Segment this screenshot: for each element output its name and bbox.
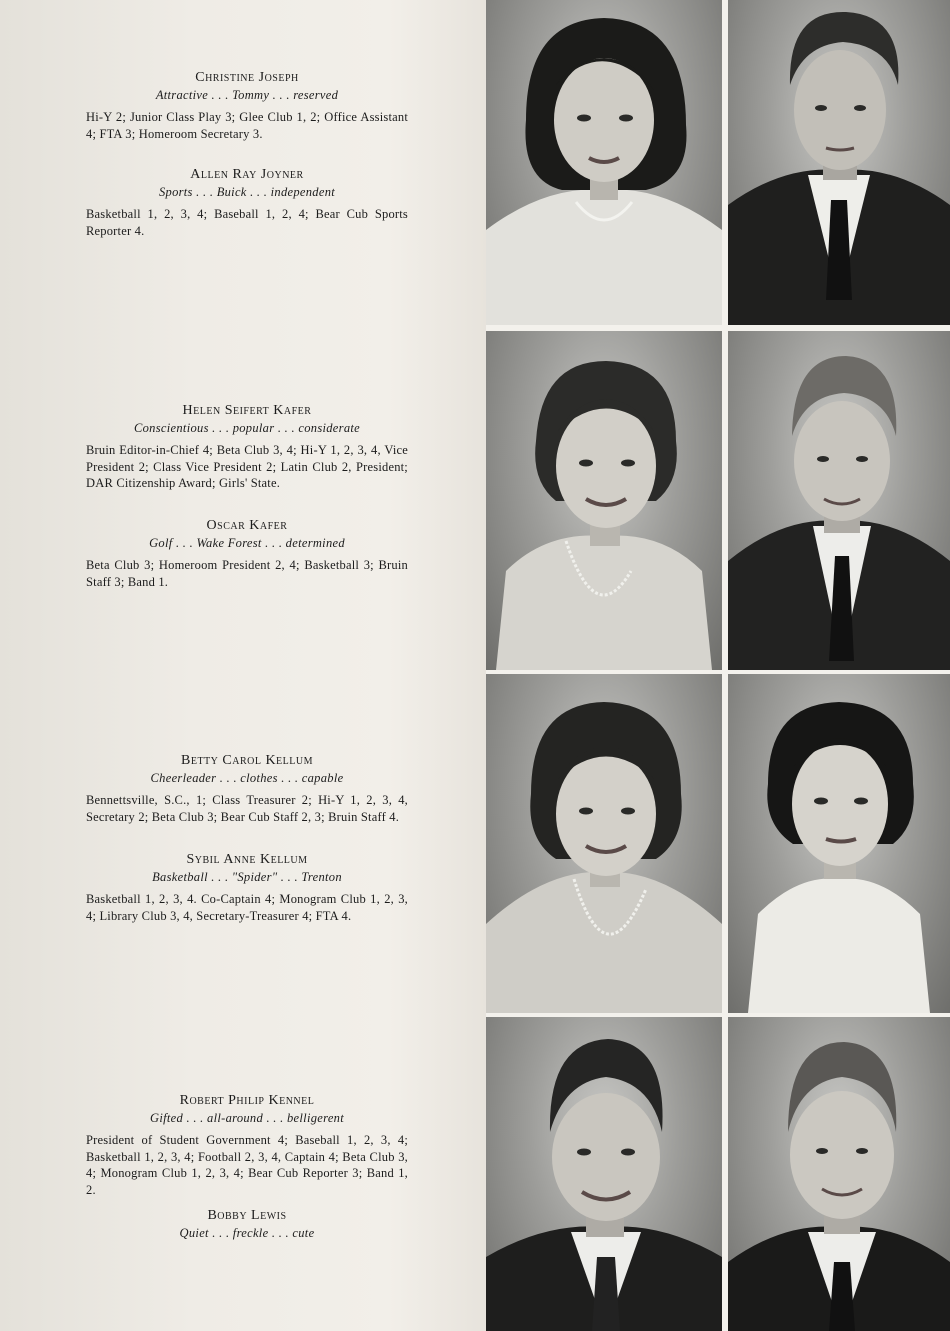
entry-betty-carol-kellum	[86, 753, 408, 825]
student-activities: Hi-Y 2; Junior Class Play 3; Glee Club 1, 2; Office Assistant 4; FTA 3; Homeroom Secretary 3.	[86, 110, 408, 141]
boy-portrait-icon	[486, 1017, 722, 1331]
entry-christine-joseph	[86, 70, 408, 142]
student-name: Allen Ray Joyner	[190, 167, 304, 182]
photo-christine-joseph	[486, 0, 722, 325]
student-motto: Conscientious . . . popular . . . considerate	[134, 421, 360, 435]
student-name: Robert Philip Kennel	[179, 1093, 315, 1108]
student-motto: Quiet . . . freckle . . . cute	[179, 1226, 315, 1240]
entry-robert-philip-kennel	[86, 1093, 408, 1198]
photo-bobby-lewis	[728, 1017, 950, 1331]
photo-sybil-anne-kellum	[728, 674, 950, 1013]
student-motto: Basketball . . . "Spider" . . . Trenton	[152, 870, 342, 884]
entry-bobby-lewis	[86, 1208, 408, 1247]
girl-portrait-icon	[486, 674, 722, 1013]
student-name: Bobby Lewis	[207, 1208, 287, 1223]
girl-portrait-icon	[486, 0, 722, 325]
photo-oscar-kafer	[728, 331, 950, 670]
photo-robert-philip-kennel	[486, 1017, 722, 1331]
boy-portrait-icon	[728, 1017, 950, 1331]
photo-helen-seifert-kafer	[486, 331, 722, 670]
student-activities: President of Student Government 4; Baseball 1, 2, 3, 4; Basketball 1, 2, 3, 4; Football 2, 3, 4, Captain 4; Beta Club 3, 4; Monogram Club 1, 2, 3, 4; Bear Cub Reporter 3; Band 1, 2.	[86, 1133, 408, 1197]
entry-oscar-kafer	[86, 518, 408, 590]
student-activities: Bruin Editor-in-Chief 4; Beta Club 3, 4; Hi-Y 1, 2, 3, 4, Vice President 2; Class Vice President 2; Latin Club 2, President; DAR Citizenship Award; Girls' State.	[86, 443, 408, 490]
student-motto: Golf . . . Wake Forest . . . determined	[149, 536, 345, 550]
student-motto: Attractive . . . Tommy . . . reserved	[155, 88, 339, 102]
entry-allen-ray-joyner	[86, 167, 408, 239]
student-activities: Bennettsville, S.C., 1; Class Treasurer 2; Hi-Y 1, 2, 3, 4, Secretary 2; Beta Club 3; Bear Cub Staff 2, 3; Bruin Staff 4.	[86, 793, 408, 824]
boy-portrait-icon	[728, 0, 950, 325]
student-name: Helen Seifert Kafer	[182, 403, 312, 418]
student-motto: Gifted . . . all-around . . . belligerent	[150, 1111, 344, 1125]
boy-portrait-icon	[728, 331, 950, 670]
student-name: Sybil Anne Kellum	[186, 852, 308, 867]
student-activities: Beta Club 3; Homeroom President 2, 4; Basketball 3; Bruin Staff 3; Band 1.	[86, 558, 408, 589]
girl-portrait-icon	[728, 674, 950, 1013]
entry-helen-seifert-kafer	[86, 403, 408, 492]
student-name: Oscar Kafer	[206, 518, 288, 533]
student-name: Christine Joseph	[195, 70, 299, 85]
girl-portrait-icon	[486, 331, 722, 670]
student-motto: Sports . . . Buick . . . independent	[158, 185, 336, 199]
student-name: Betty Carol Kellum	[181, 753, 313, 768]
student-activities: Basketball 1, 2, 3, 4. Co-Captain 4; Monogram Club 1, 2, 3, 4; Library Club 3, 4, Secretary-Treasurer 4; FTA 4.	[86, 892, 408, 923]
photo-allen-ray-joyner	[728, 0, 950, 325]
student-motto: Cheerleader . . . clothes . . . capable	[150, 771, 344, 785]
photo-betty-carol-kellum	[486, 674, 722, 1013]
entry-sybil-anne-kellum	[86, 852, 408, 924]
student-activities: Basketball 1, 2, 3, 4; Baseball 1, 2, 4; Bear Cub Sports Reporter 4.	[86, 207, 408, 238]
